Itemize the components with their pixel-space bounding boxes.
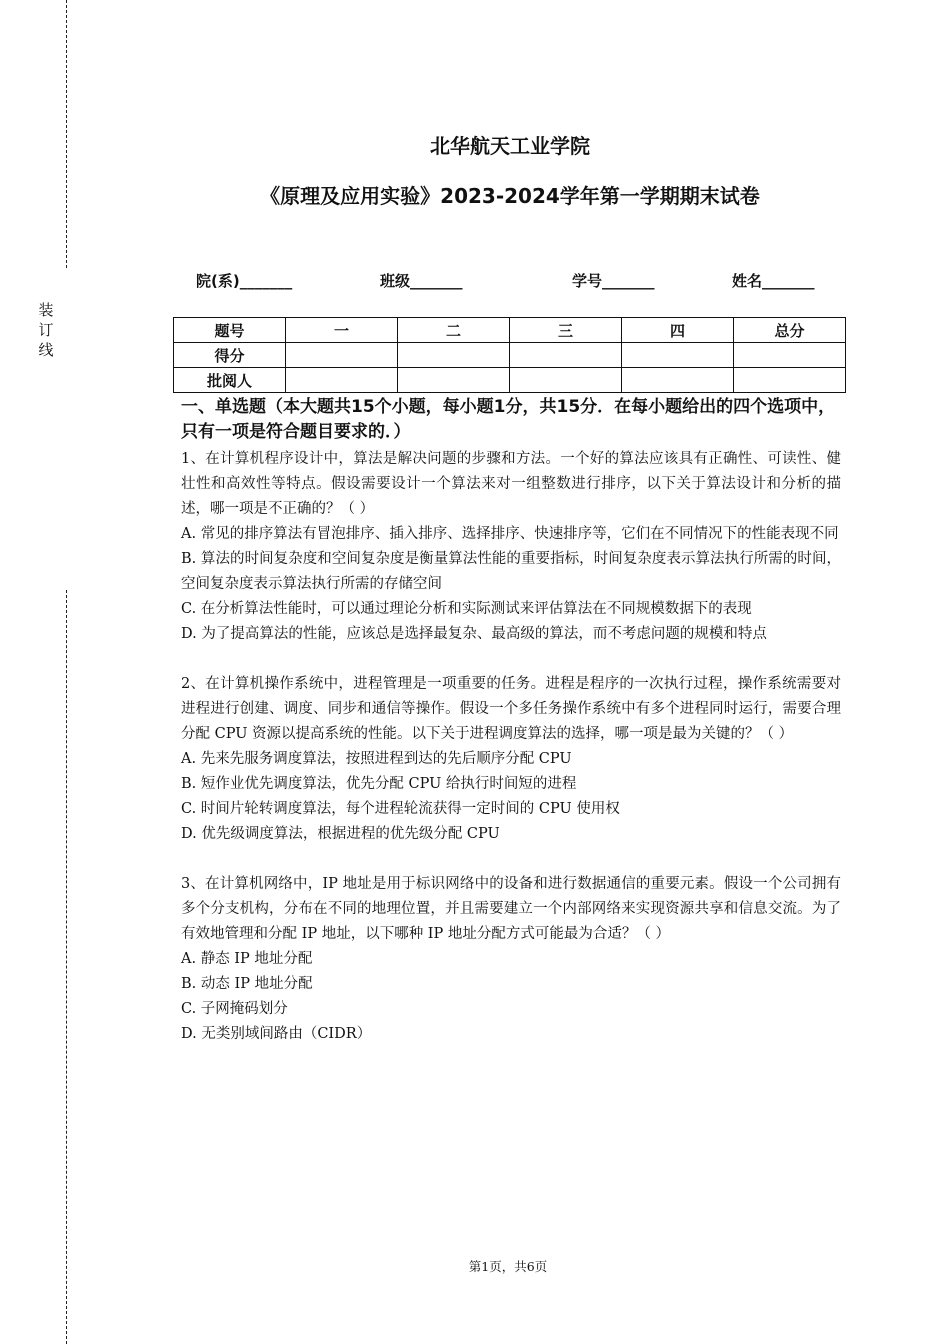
header-cell: 二 — [398, 318, 510, 343]
department-field[interactable]: 院(系)_______ — [196, 272, 293, 290]
name-field[interactable]: 姓名_______ — [732, 272, 815, 290]
reviewer-row-label: 批阅人 — [174, 368, 286, 393]
school-name: 北华航天工业学院 — [430, 134, 590, 158]
class-field[interactable]: 班级_______ — [380, 272, 463, 290]
option-c: C. 时间片轮转调度算法，每个进程轮流获得一定时间的 CPU 使用权 — [181, 801, 620, 817]
option-b: B. 动态 IP 地址分配 — [181, 976, 313, 992]
score-table-header-row — [174, 318, 846, 343]
reviewer-cell[interactable] — [622, 368, 734, 393]
student-id-field[interactable]: 学号_______ — [572, 272, 655, 290]
option-d: D. 为了提高算法的性能，应该总是选择最复杂、最高级的算法，而不考虑问题的规模和特点 — [181, 626, 767, 642]
score-cell[interactable] — [510, 343, 622, 368]
header-cell: 题号 — [174, 318, 286, 343]
option-a: A. 常见的排序算法有冒泡排序、插入排序、选择排序、快速排序等，它们在不同情况下的性能表现不同 — [181, 526, 839, 542]
reviewer-row — [174, 368, 846, 393]
page-footer: 第1页，共6页 — [468, 1259, 548, 1274]
option-a: A. 静态 IP 地址分配 — [181, 951, 313, 967]
score-cell[interactable] — [286, 343, 398, 368]
score-row — [174, 343, 846, 368]
reviewer-cell[interactable] — [286, 368, 398, 393]
exam-title: 《原理及应用实验》2023-2024学年第一学期期末试卷 — [260, 184, 760, 208]
question-1 — [181, 447, 841, 647]
question-stem: 2、在计算机操作系统中，进程管理是一项重要的任务。进程是程序的一次执行过程，操作系统需要对进程进行创建、调度、同步和通信等操作。假设一个多任务操作系统中有多个进程同时运行，需要合理分配 CPU 资源以提高系统的性能。以下关于进程调度算法的选择，哪一项是最为关键的？（ ） — [181, 676, 841, 742]
header-cell: 一 — [286, 318, 398, 343]
binding-line-bottom — [66, 590, 67, 1344]
reviewer-cell[interactable] — [398, 368, 510, 393]
question-stem: 3、在计算机网络中，IP 地址是用于标识网络中的设备和进行数据通信的重要元素。假设一个公司拥有多个分支机构，分布在不同的地理位置，并且需要建立一个内部网络来实现资源共享和信息交流。为了有效地管理和分配 IP 地址，以下哪种 IP 地址分配方式可能最为合适？（ ） — [181, 876, 841, 942]
header-cell: 总分 — [734, 318, 846, 343]
header-cell: 三 — [510, 318, 622, 343]
binding-char: 订 — [38, 321, 54, 339]
option-c: C. 子网掩码划分 — [181, 1001, 288, 1017]
exam-content — [181, 395, 841, 1072]
option-b: B. 短作业优先调度算法，优先分配 CPU 给执行时间短的进程 — [181, 776, 577, 792]
option-b: B. 算法的时间复杂度和空间复杂度是衡量算法性能的重要指标，时间复杂度表示算法执行所需的时间，空间复杂度表示算法执行所需的存储空间 — [181, 551, 841, 592]
binding-char: 装 — [38, 301, 54, 319]
option-d: D. 优先级调度算法，根据进程的优先级分配 CPU — [181, 826, 500, 842]
score-cell[interactable] — [398, 343, 510, 368]
score-cell[interactable] — [734, 343, 846, 368]
question-3 — [181, 872, 841, 1047]
header-cell: 四 — [622, 318, 734, 343]
reviewer-cell[interactable] — [510, 368, 622, 393]
binding-label — [37, 300, 55, 360]
option-a: A. 先来先服务调度算法，按照进程到达的先后顺序分配 CPU — [181, 751, 572, 767]
option-c: C. 在分析算法性能时，可以通过理论分析和实际测试来评估算法在不同规模数据下的表现 — [181, 601, 752, 617]
score-row-label: 得分 — [174, 343, 286, 368]
question-2 — [181, 672, 841, 847]
section-heading: 一、单选题（本大题共15个小题，每小题1分，共15分．在每小题给出的四个选项中，只有一项是符合题目要求的．） — [181, 397, 836, 442]
binding-line-top — [66, 0, 67, 268]
question-stem: 1、在计算机程序设计中，算法是解决问题的步骤和方法。一个好的算法应该具有正确性、可读性、健壮性和高效性等特点。假设需要设计一个算法来对一组整数进行排序，以下关于算法设计和分析的描述，哪一项是不正确的？（ ） — [181, 451, 841, 517]
score-table — [173, 317, 846, 393]
option-d: D. 无类别域间路由（CIDR） — [181, 1026, 372, 1042]
score-cell[interactable] — [622, 343, 734, 368]
reviewer-cell[interactable] — [734, 368, 846, 393]
binding-char: 线 — [38, 341, 54, 359]
